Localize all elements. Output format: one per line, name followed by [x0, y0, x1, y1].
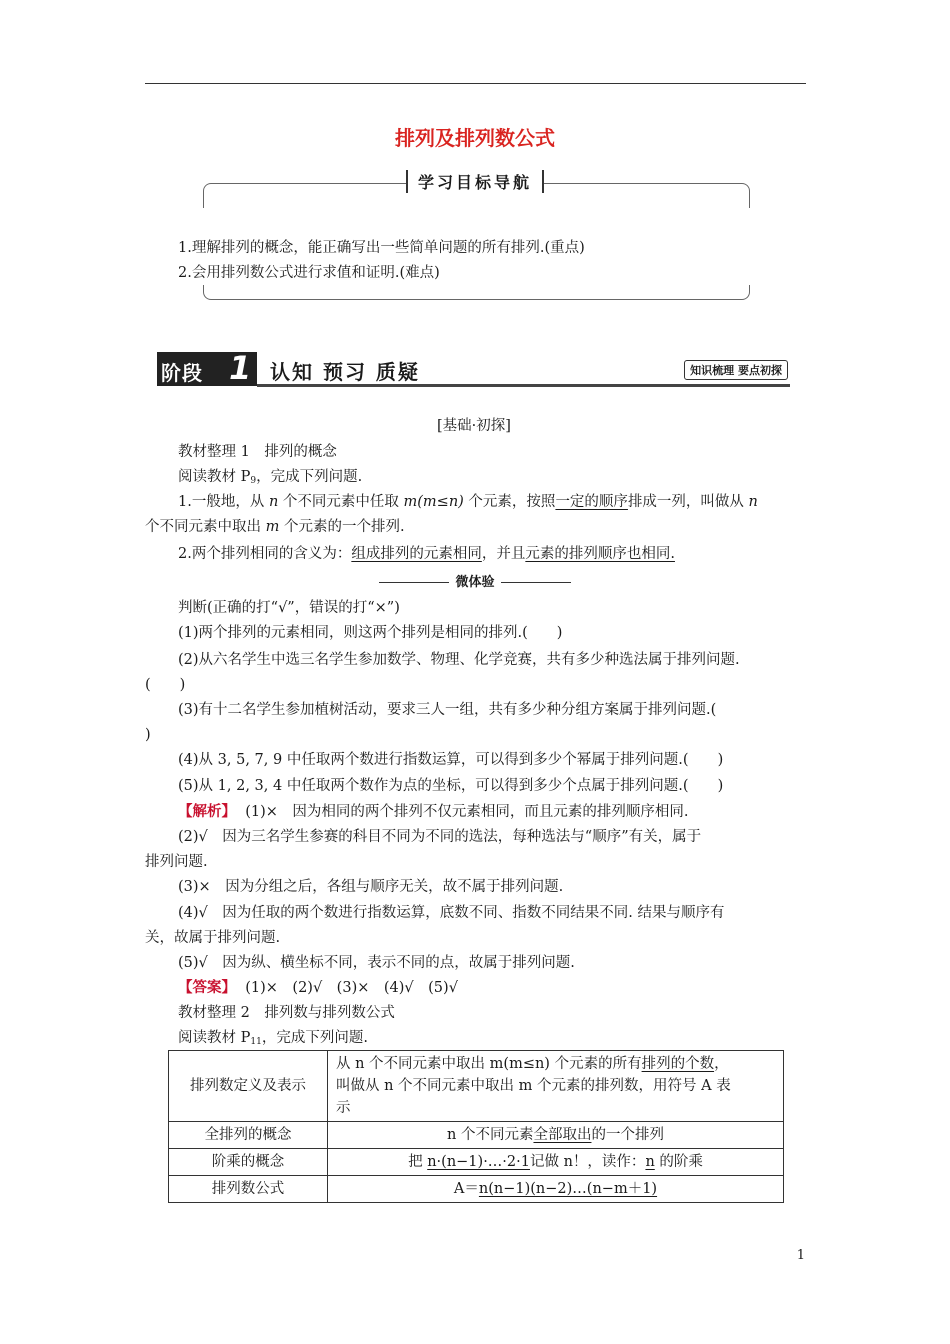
analysis-line: 排列问题.: [145, 854, 208, 870]
micro-label: 微体验: [455, 575, 495, 590]
definition-table: [168, 1050, 784, 1203]
s1-point-2: 2.两个排列相同的含义为：组成排列的元素相同，并且元素的排列顺序也相同.: [178, 546, 675, 562]
answer-line: 【答案】 (1)× (2)√ (3)× (4)√ (5)√: [178, 979, 458, 996]
table-row: [169, 1176, 784, 1203]
analysis-line: (2)√ 因为三名学生参赛的科目不同为不同的选法，每种选法与“顺序”有关，属于: [178, 829, 702, 845]
goal-label: [0, 170, 950, 193]
s2-read: 阅读教材 $P_{11}$，完成下列问题.: [178, 1030, 368, 1047]
quiz-item: (4)从 3, 5, 7, 9 中任取两个数进行指数运算，可以得到多少个幂属于排列问题.( ): [178, 752, 724, 768]
micro-divider: [0, 571, 950, 590]
goal-item: 2.会用排列数公式进行求值和证明.(难点): [178, 265, 440, 281]
table-value: 把 n·(n−1)·…·2·1记做 n！，读作：n 的阶乘: [328, 1149, 784, 1176]
quiz-item-cont: ): [145, 727, 151, 743]
s1-heading: 教材整理 1 排列的概念: [178, 444, 337, 460]
quiz-item-cont: ( ): [145, 677, 186, 693]
s1-read: 阅读教材 $P_9$，完成下列问题.: [178, 469, 363, 486]
stage-number: 1: [229, 349, 252, 387]
goal-item: 1.理解排列的概念，能正确写出一些简单问题的所有排列.(重点): [178, 240, 585, 256]
quiz-item: (1)两个排列的元素相同，则这两个排列是相同的排列.( ): [178, 625, 563, 641]
s1-point-1-cont: 个不同元素中取出 m 个元素的一个排列.: [145, 519, 405, 535]
table-key: 全排列的概念: [169, 1122, 328, 1149]
analysis-label: 【解析】: [178, 803, 236, 820]
table-key: 排列数定义及表示: [169, 1051, 328, 1122]
table-value: 从 n 个不同元素中取出 m(m≤n) 个元素的所有排列的个数， 叫做从 n 个不同元素中取出 m 个元素的排列数，用符号 A 表 示: [328, 1051, 784, 1122]
table-value: A＝n(n−1)(n−2)…(n−m＋1): [328, 1176, 784, 1203]
goal-label-text: 学习目标导航: [406, 170, 544, 193]
s1-point-1: 1.一般地，从 n 个不同元素中任取 m(m≤n) 个元素，按照一定的顺序排成一列，叫做从 n: [178, 494, 758, 510]
table-key: 排列数公式: [169, 1176, 328, 1203]
page-title: 排列及排列数公式: [395, 126, 555, 150]
analysis-line: 关，故属于排列问题.: [145, 930, 281, 946]
answer-label: 【答案】: [178, 979, 236, 996]
page-number: 1: [796, 1248, 805, 1263]
stage-badge: 知识梳理 要点初探: [684, 360, 788, 380]
table-value: n 个不同元素全部取出的一个排列: [328, 1122, 784, 1149]
table-row: [169, 1051, 784, 1122]
stage-tag: [157, 349, 257, 387]
stage-underline: [257, 384, 790, 387]
table-row: [169, 1122, 784, 1149]
stage-header: [157, 349, 790, 388]
stage-title: 认知 预习 质疑: [270, 360, 420, 384]
section-label: [基础·初探]: [437, 418, 511, 434]
analysis-line: (3)× 因为分组之后，各组与顺序无关，故不属于排列问题.: [178, 879, 564, 895]
analysis-line: (4)√ 因为任取的两个数进行指数运算，底数不同、指数不同结果不同. 结果与顺序有: [178, 905, 725, 921]
top-rule: [145, 83, 806, 84]
table-key: 阶乘的概念: [169, 1149, 328, 1176]
analysis-line: (5)√ 因为纵、横坐标不同，表示不同的点，故属于排列问题.: [178, 955, 575, 971]
analysis-line: 【解析】 (1)× 因为相同的两个排列不仅元素相同，而且元素的排列顺序相同.: [178, 803, 689, 820]
stage-tag-label: 阶段: [161, 361, 203, 385]
quiz-item: (5)从 1, 2, 3, 4 中任取两个数作为点的坐标，可以得到多少个点属于排列问题.( ): [178, 778, 724, 794]
table-row: [169, 1149, 784, 1176]
quiz-item: (3)有十二名学生参加植树活动，要求三人一组，共有多少种分组方案属于排列问题.(: [178, 702, 717, 718]
quiz-intro: 判断(正确的打“√”，错误的打“×”): [178, 600, 400, 616]
goal-box-bottom: [203, 285, 750, 300]
quiz-item: (2)从六名学生中选三名学生参加数学、物理、化学竞赛，共有多少种选法属于排列问题.: [178, 652, 740, 668]
s2-heading: 教材整理 2 排列数与排列数公式: [178, 1005, 395, 1021]
